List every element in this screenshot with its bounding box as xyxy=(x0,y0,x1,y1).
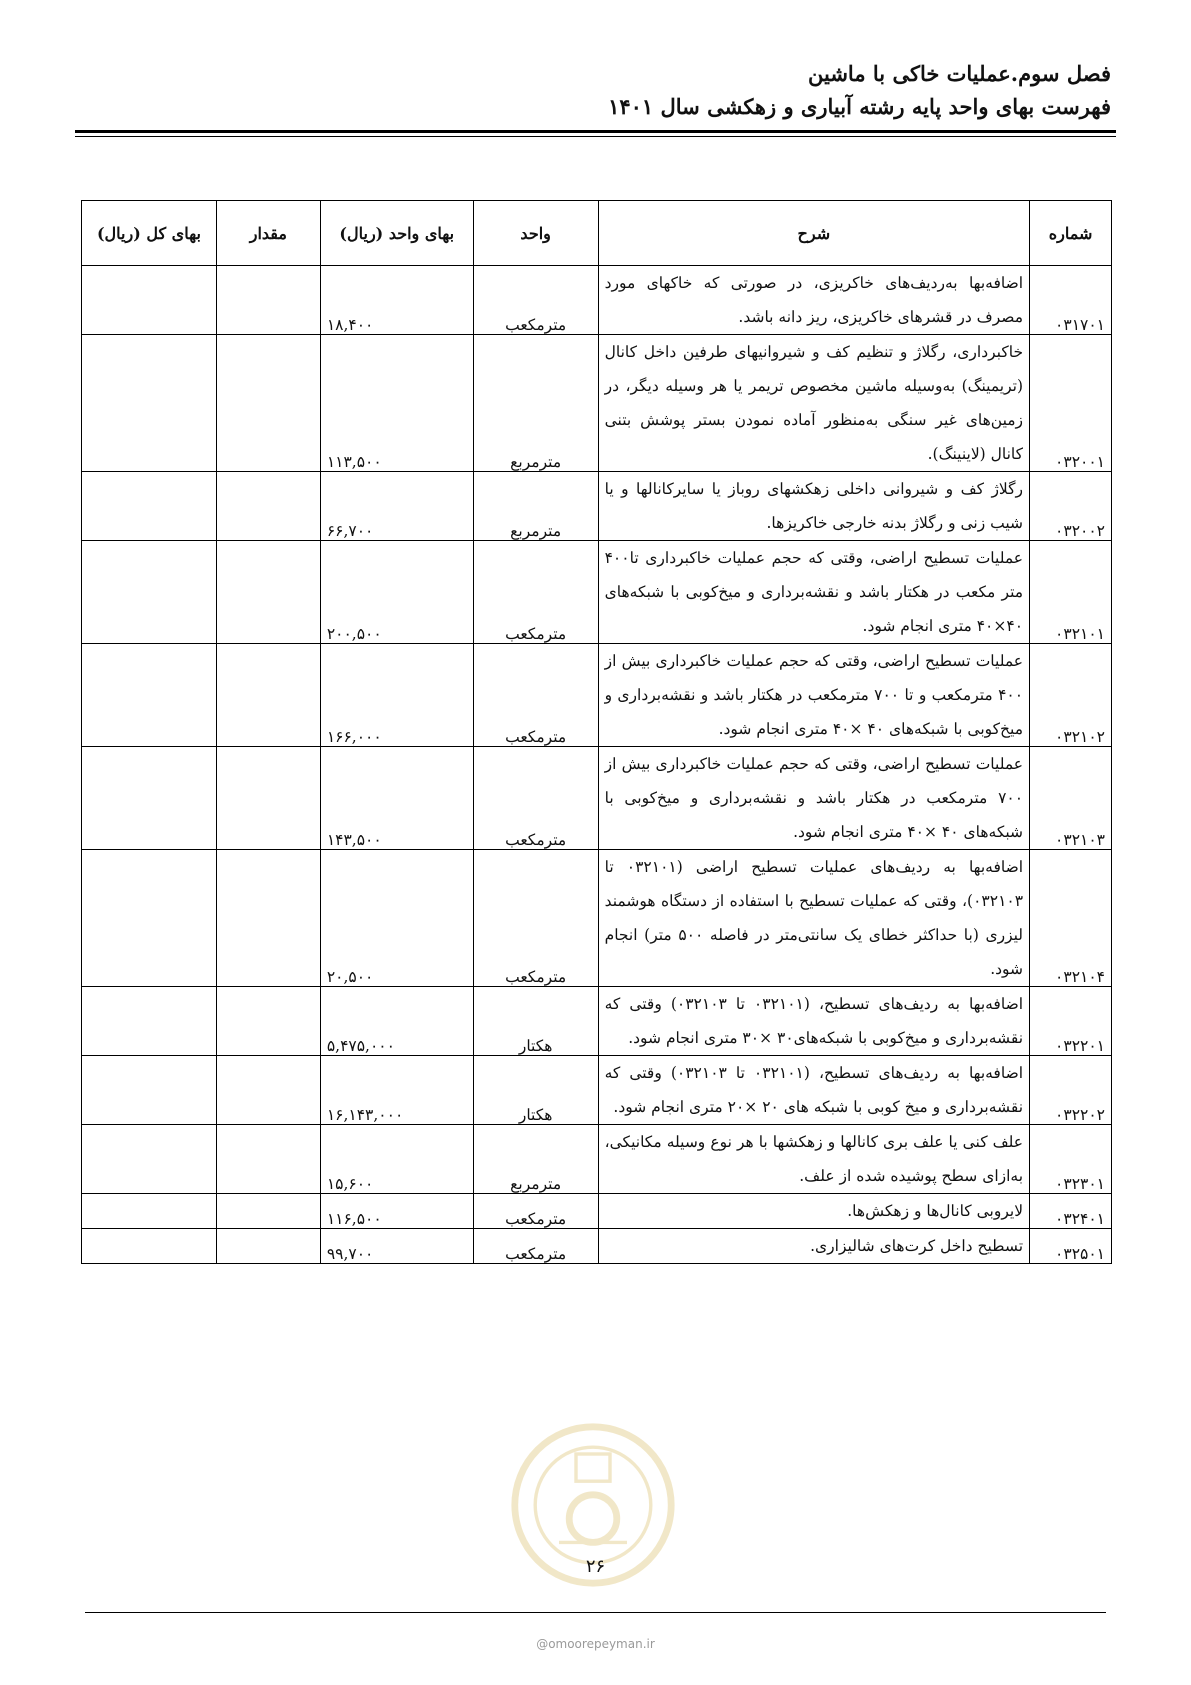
table-row xyxy=(82,747,1112,850)
item-description: عملیات تسطیح اراضی، وقتی که حجم عملیات خاکبرداری تا۴۰۰ متر مکعب در هکتار باشد و نقشه‌برداری و میخ‌کوبی با شبکه‌های ۴۰×۴۰ متری انجام شود. xyxy=(598,541,1029,644)
item-description: تسطیح داخل کرت‌های شالیزاری. xyxy=(598,1229,1029,1264)
item-unit-price: ۱۱۶,۵۰۰ xyxy=(320,1194,473,1229)
chapter-title: فصل سوم.عملیات خاکی با ماشین xyxy=(808,61,1111,86)
header-quantity: مقدار xyxy=(216,201,320,266)
item-unit: مترمکعب xyxy=(473,747,598,850)
item-unit-price: ۲۰,۵۰۰ xyxy=(320,850,473,987)
item-description: خاکبرداری، رگلاژ و تنظیم کف و شیروانیهای طرفین داخل کانال (تریمینگ) به‌وسیله ماشین مخصوص تریمر یا هر وسیله دیگر، در زمین‌های غیر سنگی به‌منظور آماده نمودن بستر پوشش بتنی کانال (لاینینگ). xyxy=(598,335,1029,472)
document-subtitle: فهرست بهای واحد پایه رشته آبیاری و زهکشی سال ۱۴۰۱ xyxy=(608,94,1111,119)
item-code: ۰۳۲۴۰۱ xyxy=(1030,1194,1112,1229)
item-quantity xyxy=(216,644,320,747)
item-quantity xyxy=(216,472,320,541)
table-row xyxy=(82,850,1112,987)
item-unit-price: ۱۶۶,۰۰۰ xyxy=(320,644,473,747)
page-number: ۲۶ xyxy=(585,1556,606,1577)
header-total-price: بهای کل (ریال) xyxy=(82,201,217,266)
table-row xyxy=(82,1229,1112,1264)
item-total-price xyxy=(82,850,217,987)
item-unit-price: ۱۶,۱۴۳,۰۰۰ xyxy=(320,1056,473,1125)
table-row xyxy=(82,541,1112,644)
footer-rule xyxy=(85,1612,1106,1613)
item-total-price xyxy=(82,335,217,472)
item-unit: مترمربع xyxy=(473,1125,598,1194)
table-row xyxy=(82,1194,1112,1229)
header-rule-thick xyxy=(75,130,1116,133)
item-unit-price: ۱۸,۴۰۰ xyxy=(320,266,473,335)
item-unit: مترمکعب xyxy=(473,266,598,335)
item-unit-price: ۵,۴۷۵,۰۰۰ xyxy=(320,987,473,1056)
item-total-price xyxy=(82,987,217,1056)
item-code: ۰۳۲۵۰۱ xyxy=(1030,1229,1112,1264)
table-row xyxy=(82,644,1112,747)
item-description: اضافه‌بها به ردیف‌های عملیات تسطیح اراضی (۰۳۲۱۰۱ تا ۰۳۲۱۰۳)، وقتی که عملیات تسطیح با استفاده از دستگاه هوشمند لیزری (با حداکثر خطای یک سانتی‌متر در فاصله ۵۰۰ متر) انجام شود. xyxy=(598,850,1029,987)
item-total-price xyxy=(82,1125,217,1194)
item-total-price xyxy=(82,541,217,644)
item-code: ۰۳۲۲۰۲ xyxy=(1030,1056,1112,1125)
item-code: ۰۳۲۱۰۲ xyxy=(1030,644,1112,747)
price-list-table xyxy=(81,200,1112,1264)
item-code: ۰۳۱۷۰۱ xyxy=(1030,266,1112,335)
item-code: ۰۳۲۱۰۴ xyxy=(1030,850,1112,987)
item-code: ۰۳۲۲۰۱ xyxy=(1030,987,1112,1056)
item-unit: مترمکعب xyxy=(473,644,598,747)
item-total-price xyxy=(82,472,217,541)
item-quantity xyxy=(216,1056,320,1125)
header-unit-price: بهای واحد (ریال) xyxy=(320,201,473,266)
item-quantity xyxy=(216,1125,320,1194)
item-unit: مترمربع xyxy=(473,472,598,541)
table-row xyxy=(82,1125,1112,1194)
item-code: ۰۳۲۰۰۱ xyxy=(1030,335,1112,472)
item-description: رگلاژ کف و شیروانی داخلی زهکشهای روباز یا سایرکانالها و یا شیب زنی و رگلاژ بدنه خارجی خاکریزها. xyxy=(598,472,1029,541)
item-unit-price: ۶۶,۷۰۰ xyxy=(320,472,473,541)
item-total-price xyxy=(82,644,217,747)
item-total-price xyxy=(82,1229,217,1264)
item-quantity xyxy=(216,987,320,1056)
item-quantity xyxy=(216,541,320,644)
item-total-price xyxy=(82,266,217,335)
site-watermark: @omoorepeyman.ir xyxy=(536,1637,655,1651)
item-unit: مترمکعب xyxy=(473,850,598,987)
item-code: ۰۳۲۱۰۳ xyxy=(1030,747,1112,850)
item-quantity xyxy=(216,850,320,987)
item-description: اضافه‌بها به ردیف‌های تسطیح، (۰۳۲۱۰۱ تا ۰۳۲۱۰۳) وقتی که نقشه‌برداری و میخ‌کوبی با شبکه‌های۳۰ ×۳۰ متری انجام شود. xyxy=(598,987,1029,1056)
item-unit: مترمکعب xyxy=(473,1229,598,1264)
header-unit: واحد xyxy=(473,201,598,266)
header-code: شماره xyxy=(1030,201,1112,266)
item-description: عملیات تسطیح اراضی، وقتی که حجم عملیات خاکبرداری بیش از ۷۰۰ مترمکعب در هکتار باشد و نقشه‌برداری و میخ‌کوبی با شبکه‌های ۴۰ ×۴۰ متری انجام شود. xyxy=(598,747,1029,850)
item-unit-price: ۱۱۳,۵۰۰ xyxy=(320,335,473,472)
item-unit-price: ۱۴۳,۵۰۰ xyxy=(320,747,473,850)
table-row xyxy=(82,987,1112,1056)
item-quantity xyxy=(216,335,320,472)
table-row xyxy=(82,335,1112,472)
item-unit: هکتار xyxy=(473,1056,598,1125)
item-unit-price: ۲۰۰,۵۰۰ xyxy=(320,541,473,644)
item-unit-price: ۹۹,۷۰۰ xyxy=(320,1229,473,1264)
item-code: ۰۳۲۰۰۲ xyxy=(1030,472,1112,541)
item-description: عملیات تسطیح اراضی، وقتی که حجم عملیات خاکبرداری بیش از ۴۰۰ مترمکعب و تا ۷۰۰ مترمکعب در هکتار باشد و نقشه‌برداری و میخ‌کوبی با شبکه‌های ۴۰ ×۴۰ متری انجام شود. xyxy=(598,644,1029,747)
header-description: شرح xyxy=(598,201,1029,266)
header-rule-thin xyxy=(75,136,1116,137)
item-total-price xyxy=(82,747,217,850)
item-unit: هکتار xyxy=(473,987,598,1056)
item-total-price xyxy=(82,1056,217,1125)
item-code: ۰۳۲۳۰۱ xyxy=(1030,1125,1112,1194)
item-quantity xyxy=(216,1229,320,1264)
item-unit: مترمربع xyxy=(473,335,598,472)
item-code: ۰۳۲۱۰۱ xyxy=(1030,541,1112,644)
item-unit-price: ۱۵,۶۰۰ xyxy=(320,1125,473,1194)
item-unit: مترمکعب xyxy=(473,1194,598,1229)
table-header-row xyxy=(82,201,1112,266)
item-quantity xyxy=(216,266,320,335)
item-quantity xyxy=(216,1194,320,1229)
item-total-price xyxy=(82,1194,217,1229)
item-unit: مترمکعب xyxy=(473,541,598,644)
item-description: اضافه‌بها به ردیف‌های تسطیح، (۰۳۲۱۰۱ تا ۰۳۲۱۰۳) وقتی که نقشه‌برداری و میخ کوبی با شبکه های ۲۰ ×۲۰ متری انجام شود. xyxy=(598,1056,1029,1125)
item-quantity xyxy=(216,747,320,850)
item-description: علف کنی یا علف بری کانالها و زهکشها با هر نوع وسیله مکانیکی، به‌ازای سطح پوشیده شده از علف. xyxy=(598,1125,1029,1194)
item-description: اضافه‌بها به‌ردیف‌های خاکریزی، در صورتی که خاکهای مورد مصرف در قشرهای خاکریزی، ریز دانه باشد. xyxy=(598,266,1029,335)
table-row xyxy=(82,1056,1112,1125)
table-row xyxy=(82,472,1112,541)
page-header xyxy=(75,58,1111,124)
table-row xyxy=(82,266,1112,335)
item-description: لایروبی کانال‌ها و زهکش‌ها. xyxy=(598,1194,1029,1229)
